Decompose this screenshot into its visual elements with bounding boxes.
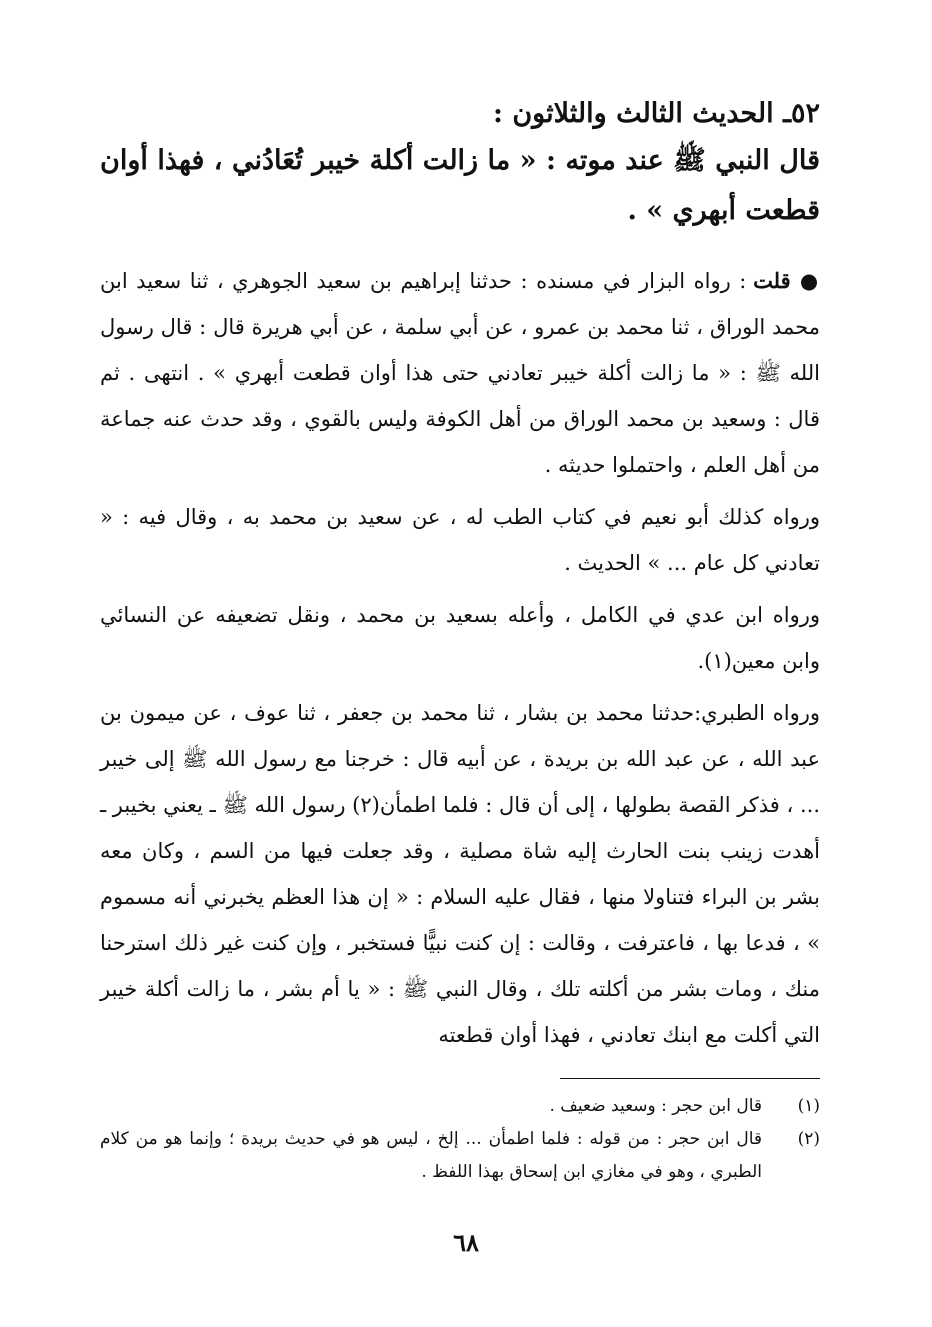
footnote-text: قال ابن حجر : وسعيد ضعيف . bbox=[549, 1096, 762, 1116]
hadith-heading: ٥٢ـ الحديث الثالث والثلاثون : bbox=[492, 98, 820, 129]
footnotes bbox=[100, 1090, 820, 1189]
footnote-number: (٢) bbox=[797, 1129, 820, 1149]
commentary-lead: ● قلت bbox=[753, 268, 820, 293]
footnote-number: (١) bbox=[797, 1096, 820, 1116]
page-number: ٦٨ bbox=[453, 1228, 479, 1257]
commentary-paragraph-3: ورواه ابن عدي في الكامل ، وأعله بسعيد بن محمد ، ونقل تضعيفه عن النسائي وابن معين(١). bbox=[100, 603, 820, 673]
footnote-text: قال ابن حجر : من قوله : فلما اطمأن ... إلخ ، ليس هو في حديث بريدة ؛ وإنما هو من كلام الطبري ، وهو في مغازي ابن إسحاق بهذا اللفظ . bbox=[100, 1129, 762, 1182]
footnote-2 bbox=[100, 1123, 820, 1189]
hadith-text: قال النبي ﷺ عند موته : « ما زالت أكلة خيبر تُعَادُني ، فهذا أوان قطعت أبهري » . bbox=[100, 145, 820, 226]
commentary-text: : رواه البزار في مسنده : حدثنا إبراهيم بن سعيد الجوهري ، ثنا سعيد ابن محمد الوراق ، ثنا محمد بن عمرو ، عن أبي سلمة ، عن أبي هريرة قال : قال رسول الله ﷺ : « ما زالت أكلة خيبر تعادني حتى هذا أوان قطعت أبهري » . انتهى . ثم قال : وسعيد بن محمد الوراق من أهل الكوفة وليس بالقوي ، وقد حدث عنه جماعة من أهل العلم ، واحتملوا حديثه . bbox=[100, 269, 820, 477]
commentary-paragraph-2: ورواه كذلك أبو نعيم في كتاب الطب له ، عن سعيد بن محمد به ، وقال فيه : « تعادني كل عام ... » الحديث . bbox=[100, 505, 820, 575]
commentary-paragraph-1 bbox=[100, 258, 820, 488]
footnote-divider bbox=[560, 1078, 820, 1079]
footnote-1 bbox=[100, 1090, 820, 1123]
commentary-paragraph-4: ورواه الطبري:حدثنا محمد بن بشار ، ثنا محمد بن جعفر ، ثنا عوف ، عن ميمون بن عبد الله ، عن عبد الله بن بريدة ، عن أبيه قال : خرجنا مع رسول الله ﷺ إلى خيبر ... ، فذكر القصة بطولها ، إلى أن قال : فلما اطمأن(٢) رسول الله ﷺ ـ يعني بخيبر ـ أهدت زينب بنت الحارث إليه شاة مصلية ، وقد جعلت فيها من السم ، وكان معه بشر بن البراء فتناولا منها ، فقال عليه السلام : « إن هذا العظم يخبرني أنه مسموم » ، فدعا بها ، فاعترفت ، وقالت : إن كنت نبيًّا فستخبر ، وإن كنت غير ذلك استرحنا منك ، ومات بشر من أكلته تلك ، وقال النبي ﷺ : « يا أم بشر ، ما زالت أكلة خيبر التي أكلت مع ابنك تعادني ، فهذا أوان قطعته bbox=[99, 701, 820, 1047]
page-body bbox=[100, 92, 820, 1064]
